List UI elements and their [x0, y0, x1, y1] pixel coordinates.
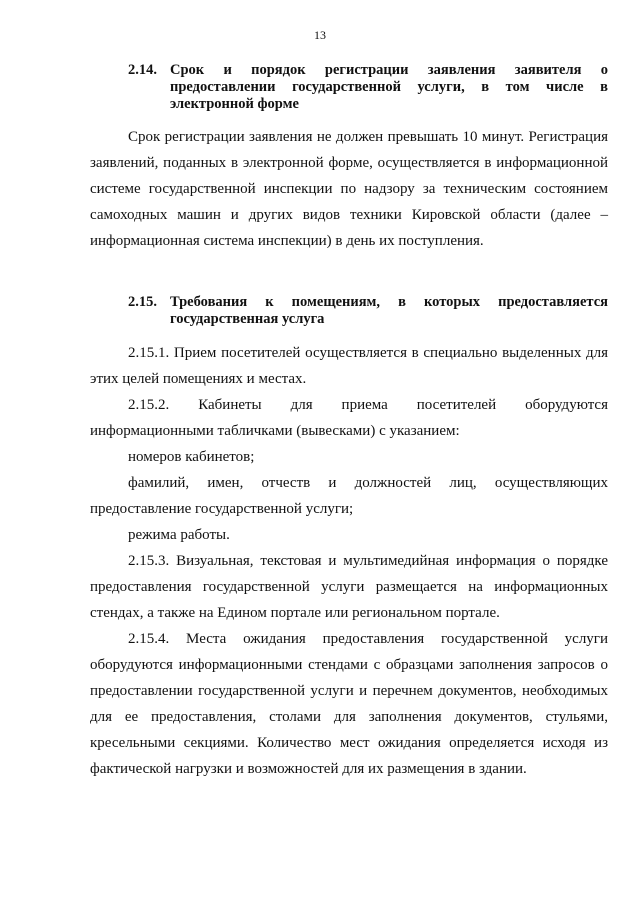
paragraph-2-15-2: 2.15.2. Кабинеты для приема посетителей оборудуются информационными табличками (вывесками) с указанием: [90, 397, 608, 439]
section-2-15-heading [128, 294, 608, 328]
list-item-staff-names: фамилий, имен, отчеств и должностей лиц, осуществляющих предоставление государственной услуги; [90, 475, 608, 517]
section-2-14-heading [128, 62, 608, 113]
list-item-room-numbers: номеров кабинетов; [128, 449, 255, 465]
section-2-14-body [90, 124, 608, 254]
section-2-15-body [90, 340, 608, 782]
section-2-14-title: Срок и порядок регистрации заявления заявителя о предоставлении государственной услуги, в том числе в электронной форме [170, 62, 608, 112]
list-item-working-hours: режима работы. [128, 527, 230, 543]
paragraph-2-15-3: 2.15.3. Визуальная, текстовая и мультимедийная информация о порядке предоставления государственной услуги размещается на информационных стендах, а также на Едином портале или региональном портале. [90, 553, 608, 621]
section-2-14-number: 2.14. [128, 62, 157, 78]
section-2-15-number: 2.15. [128, 294, 157, 310]
page-number: 13 [314, 28, 326, 42]
paragraph-2-15-1: 2.15.1. Прием посетителей осуществляется в специально выделенных для этих целей помещениях и местах. [90, 345, 608, 387]
section-2-14-paragraph: Срок регистрации заявления не должен превышать 10 минут. Регистрация заявлений, поданных в электронной форме, осуществляется в информационной системе государственной инспекции по надзору за техническим состоянием самоходных машин и других видов техники Кировской области (далее – информационная система инспекции) в день их поступления. [90, 129, 608, 249]
paragraph-2-15-4: 2.15.4. Места ожидания предоставления государственной услуги оборудуются информационными стендами с образцами заполнения запросов о предоставлении государственной услуги и перечнем документов, необходимых для ее предоставления, столами для заполнения документов, стульями, кресельными секциями. Количество мест ожидания определяется исходя из фактической нагрузки и возможностей для их размещения в здании. [90, 631, 608, 777]
section-2-15-title: Требования к помещениям, в которых предоставляется государственная услуга [170, 294, 608, 327]
